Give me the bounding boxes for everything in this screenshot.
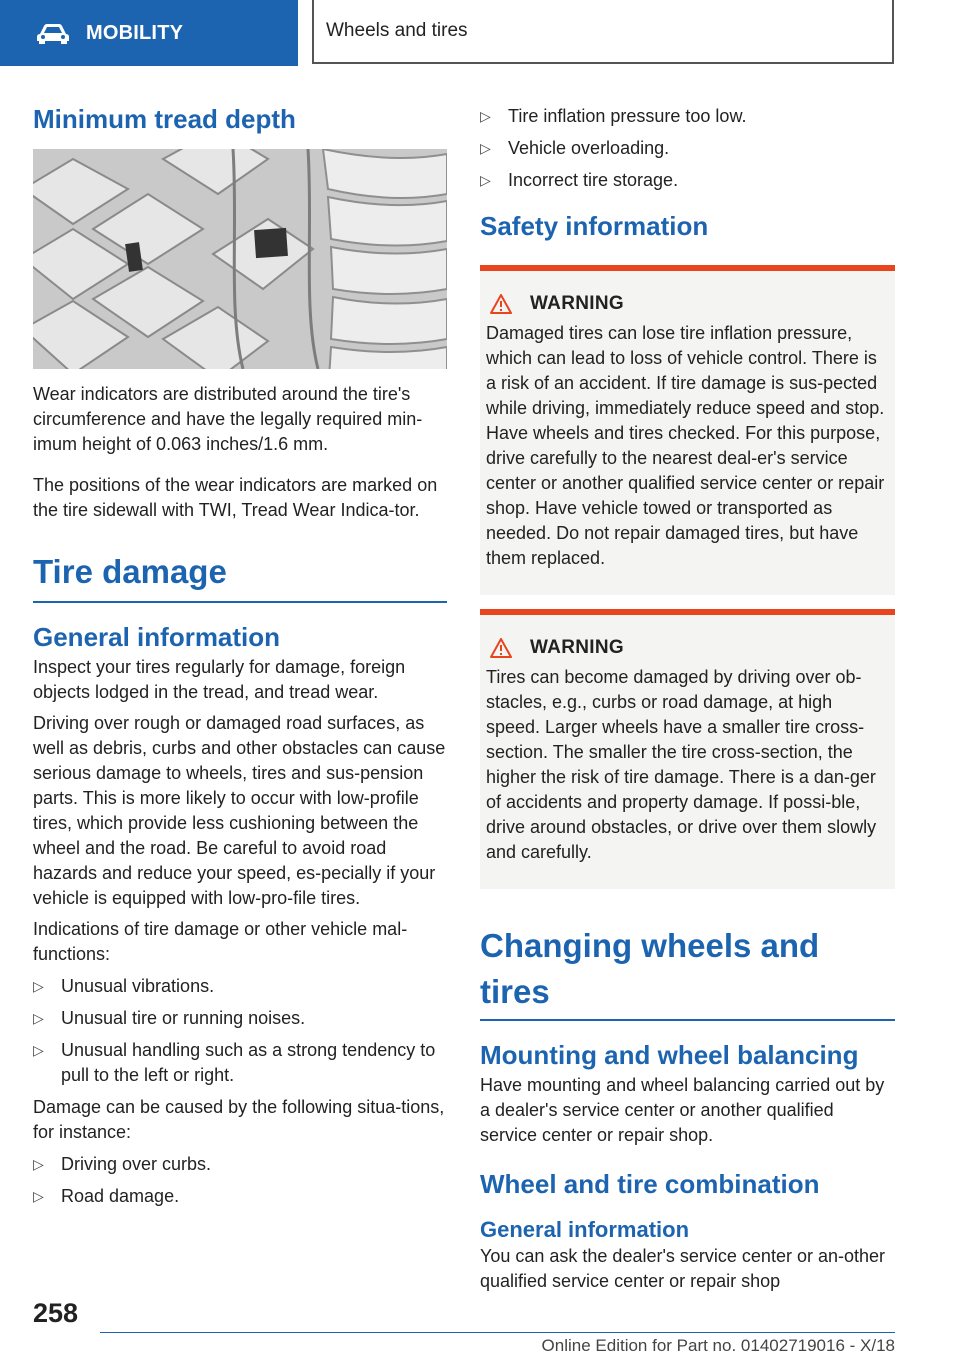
inspect-paragraph: Inspect your tires regularly for damage, foreign objects lodged in the tread, and tread wear.: [33, 657, 406, 702]
warning-label: WARNING: [530, 637, 624, 658]
triangle-bullet-icon: ▷: [33, 1156, 44, 1172]
general-info-title: General information: [33, 622, 281, 652]
causes-list: [33, 1152, 447, 1209]
changing-wheels-rule: [480, 1019, 895, 1021]
warning-triangle-icon: [490, 294, 512, 314]
mounting-paragraph: Have mounting and wheel balancing carried out by a dealer's service center or another qualified service center or repair shop.: [480, 1075, 885, 1145]
footer-rule: [100, 1332, 895, 1333]
warning-box-obstacles: [480, 609, 895, 889]
triangle-bullet-icon: ▷: [480, 108, 491, 124]
warning-triangle-icon: [490, 638, 512, 658]
combination-general-title: General information: [480, 1217, 690, 1242]
triangle-bullet-icon: ▷: [33, 1188, 44, 1204]
combination-title: Wheel and tire combination: [480, 1169, 820, 1199]
wear-indicator-paragraph: Wear indicators are distributed around the tire's circumference and have the legally required min‐imum height of 0.063 inches/1.6 mm.: [33, 384, 423, 454]
list-item: ▷ Unusual handling such as a strong tendency to pull to the left or right.: [33, 1040, 436, 1085]
combination-paragraph: You can ask the dealer's service center or an‐other qualified service center or repair shop: [480, 1246, 885, 1291]
changing-wheels-title: Changing wheels and tires: [480, 927, 820, 1010]
list-item: ▷ Driving over curbs.: [33, 1152, 447, 1177]
triangle-bullet-icon: ▷: [33, 978, 44, 994]
warning-text: Damaged tires can lose tire inflation pressure, which can lead to loss of vehicle control. There is a risk of an accident. If tire damage is sus‐pected while driving, immediately reduce speed and stop. Have wheels and tires checked. For this purpose, drive carefully to the nearest deal‐er's service center or another qualified service center or repair shop. Have vehicle towed or transported as needed. Do not repair damaged tires, but have them replaced.: [486, 323, 885, 568]
left-column: [33, 96, 447, 1216]
tire-tread-wear-indicator-image: [33, 149, 447, 369]
driving-paragraph: Driving over rough or damaged road surfaces, as well as debris, curbs and other obstacles can cause serious damage to wheels, tires and sus‐pension parts. This is more likely to occur with low-profile tires, which provide less cushioning between the wheel and the road. Be careful to avoid road hazards and reduce your speed, es‐pecially if your vehicle is equipped with low-pro‐file tires.: [33, 713, 446, 908]
safety-info-title: Safety information: [480, 211, 709, 241]
list-item: ▷ Tire inflation pressure too low.: [480, 104, 895, 129]
warning-label: WARNING: [530, 293, 624, 314]
list-item: ▷ Vehicle overloading.: [480, 136, 895, 161]
indications-list: [33, 974, 447, 1088]
car-icon: [36, 22, 70, 44]
warning-box-damaged-tires: [480, 265, 895, 595]
list-item: ▷ Unusual vibrations.: [33, 974, 447, 999]
min-tread-title: Minimum tread depth: [33, 104, 296, 134]
triangle-bullet-icon: ▷: [33, 1010, 44, 1026]
list-item: ▷ Incorrect tire storage.: [480, 168, 895, 193]
page-number: 258: [33, 1298, 79, 1328]
section-label: MOBILITY: [86, 21, 184, 44]
indications-paragraph: Indications of tire damage or other vehicle mal‐functions:: [33, 919, 408, 964]
right-column: [480, 96, 895, 1294]
tire-damage-rule: [33, 601, 447, 603]
chapter-label: Wheels and tires: [326, 20, 468, 41]
positions-paragraph: The positions of the wear indicators are marked on the tire sidewall with TWI, Tread Wear Indica‐tor.: [33, 475, 438, 520]
edition-text: Online Edition for Part no. 01402719016 - X/18: [541, 1336, 895, 1355]
warning-text: Tires can become damaged by driving over ob‐stacles, e.g., curbs or road damage, at high speed. Larger wheels have a smaller tire cross-section. The smaller the tire cross-section, the higher the risk of tire damage. There is a dan‐ger of accidents and property damage. If possi‐ble, drive around obstacles, or drive over them slowly and carefully.: [486, 667, 877, 862]
damage-causes-paragraph: Damage can be caused by the following situa‐tions, for instance:: [33, 1097, 445, 1142]
triangle-bullet-icon: ▷: [480, 172, 491, 188]
triangle-bullet-icon: ▷: [33, 1042, 44, 1058]
section-tab: [0, 0, 298, 66]
causes-list-continued: [480, 104, 895, 193]
tire-damage-title: Tire damage: [33, 553, 227, 590]
triangle-bullet-icon: ▷: [480, 140, 491, 156]
chapter-header: [312, 0, 894, 64]
list-item: ▷ Road damage.: [33, 1184, 447, 1209]
list-item: ▷ Unusual tire or running noises.: [33, 1006, 447, 1031]
mounting-title: Mounting and wheel balancing: [480, 1040, 859, 1070]
